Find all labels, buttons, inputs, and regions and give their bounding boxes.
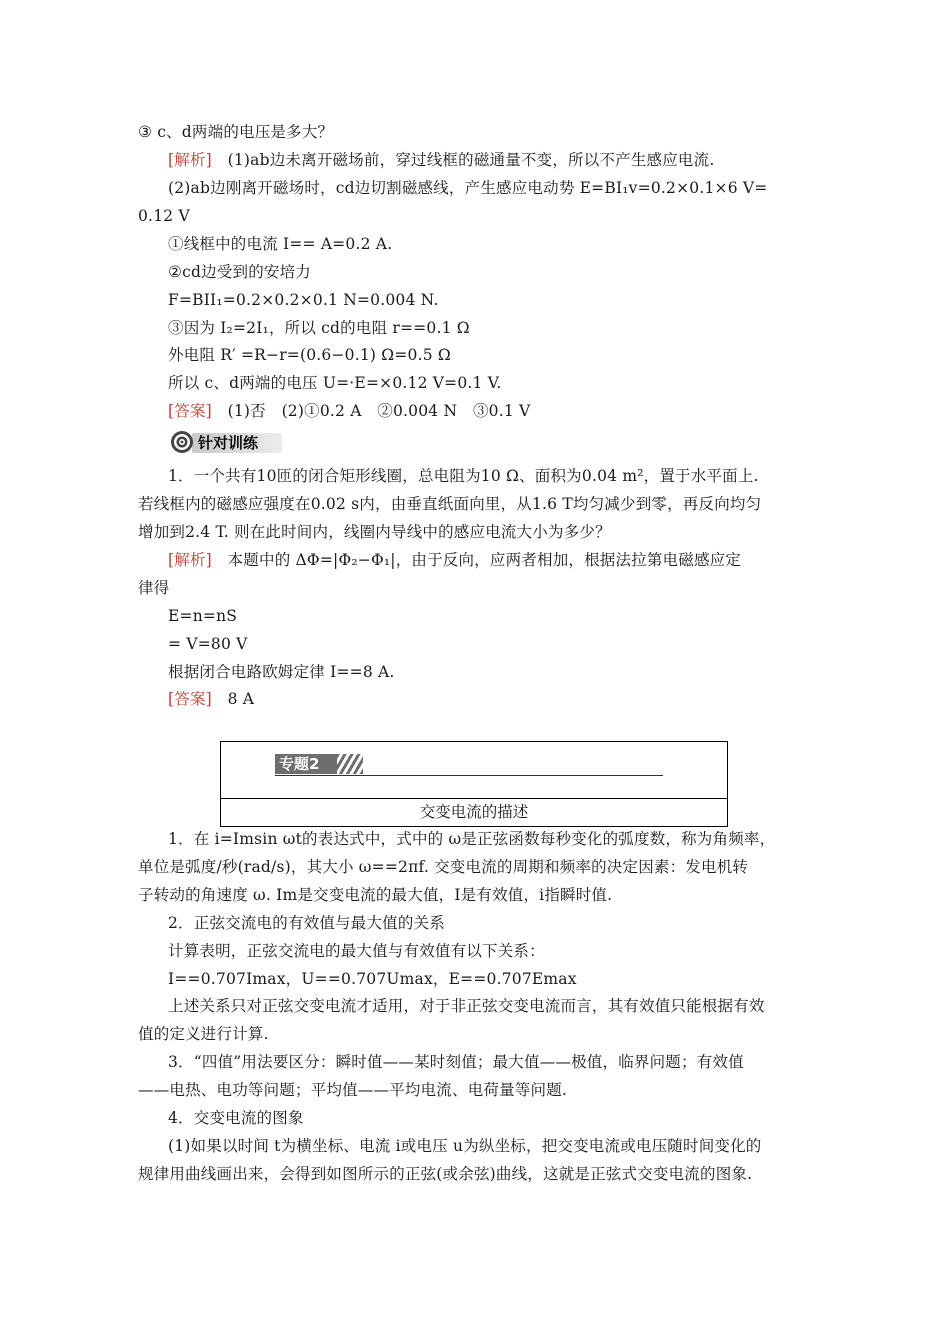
training-badge-label: 针对训练 — [198, 434, 259, 452]
formula-line: I==0.707Imax，U==0.707Umax，E==0.707Emax — [168, 970, 577, 988]
analysis-paragraph — [168, 150, 714, 170]
body-paragraph: ——电热、电功等问题；平均值——平均电流、电荷量等问题. — [138, 1081, 568, 1099]
topic-header-box — [220, 741, 728, 827]
analysis-line: (2)ab边刚离开磁场时，cd边切割磁感线，产生感应电动势 E=BI₁v=0.2×0.1×6 V= — [168, 179, 768, 197]
answer-tag: [答案] — [168, 402, 212, 420]
training-question: 增加到2.4 T. 则在此时间内，线圈内导线中的感应电流大小为多少？ — [138, 523, 611, 541]
target-icon — [170, 430, 194, 454]
body-paragraph: 计算表明，正弦交流电的最大值与有效值有以下关系： — [168, 942, 545, 960]
training-question: 若线框内的磁感应强度在0.02 s内，由垂直纸面向里，从1.6 T均匀减少到零，再反向均匀 — [138, 495, 762, 513]
body-paragraph: 子转动的角速度 ω. Im是交变电流的最大值，I是有效值，i指瞬时值. — [138, 886, 613, 904]
analysis-line: 所以 c、d两端的电压 U=·E=×0.12 V=0.1 V. — [168, 374, 502, 392]
body-paragraph: 1．在 i=Imsin ωt的表达式中，式中的 ω是正弦函数每秒变化的弧度数，称为角频率， — [168, 830, 776, 848]
analysis-line: ③因为 I₂=2I₁，所以 cd的电阻 r==0.1 Ω — [168, 319, 470, 337]
answer-paragraph — [168, 401, 530, 421]
body-paragraph: 值的定义进行计算. — [138, 1025, 269, 1043]
training-analysis — [168, 550, 741, 570]
analysis-line: ①线框中的电流 I== A=0.2 A. — [168, 235, 393, 253]
body-paragraph: 3．“四值”用法要区分：瞬时值——某时刻值；最大值——极值，临界问题；有效值 — [168, 1053, 744, 1071]
analysis-tag: [解析] — [168, 151, 212, 169]
stripe-decoration — [337, 754, 363, 774]
body-heading: 2．正弦交流电的有效值与最大值的关系 — [168, 914, 445, 932]
analysis-line: 外电阻 R′ =R−r=(0.6−0.1) Ω=0.5 Ω — [168, 346, 451, 364]
body-paragraph: 上述关系只对正弦交变电流才适用，对于非正弦交变电流而言，其有效值只能根据有效 — [168, 997, 765, 1015]
body-paragraph: 单位是弧度/秒(rad/s)，其大小 ω==2πf. 交变电流的周期和频率的决定因素：发电机转 — [138, 858, 749, 876]
answer-text: 8 A — [227, 690, 255, 708]
equation-line: = V=80 V — [168, 635, 248, 653]
topic-rule — [275, 775, 663, 776]
topic-badge — [275, 754, 363, 774]
answer-text: (1)否 (2)①0.2 A ②0.004 N ③0.1 V — [227, 402, 531, 420]
question-3: ③ c、d两端的电压是多大？ — [138, 123, 334, 141]
body-paragraph: 规律用曲线画出来，会得到如图所示的正弦(或余弦)曲线，这就是正弦式交变电流的图象. — [138, 1165, 753, 1183]
analysis-tag: [解析] — [168, 551, 212, 569]
topic-title: 交变电流的描述 — [419, 803, 529, 821]
analysis-text: (1)ab边未离开磁场前，穿过线框的磁通量不变，所以不产生感应电流. — [227, 151, 715, 169]
equation-line: 根据闭合电路欧姆定律 I==8 A. — [168, 663, 395, 681]
training-question: 1．一个共有10匝的闭合矩形线圈，总电阻为10 Ω、面积为0.04 m²，置于水平面上. — [168, 467, 759, 485]
analysis-line: 0.12 V — [138, 207, 190, 225]
training-answer — [168, 689, 254, 709]
training-analysis-line: 律得 — [138, 579, 170, 597]
analysis-line: F=BII₁=0.2×0.2×0.1 N=0.004 N. — [168, 291, 439, 309]
body-paragraph: (1)如果以时间 t为横坐标、电流 i或电压 u为纵坐标，把交变电流或电压随时间变化的 — [168, 1137, 762, 1155]
equation-line: E=n=nS — [168, 607, 238, 625]
analysis-text: 本题中的 ΔΦ=|Φ₂−Φ₁|，由于反向，应两者相加，根据法拉第电磁感应定 — [227, 551, 742, 569]
answer-tag: [答案] — [168, 690, 212, 708]
analysis-line: ②cd边受到的安培力 — [168, 263, 311, 281]
body-heading: 4．交变电流的图象 — [168, 1109, 304, 1127]
topic-badge-label: 专题2 — [279, 755, 320, 773]
